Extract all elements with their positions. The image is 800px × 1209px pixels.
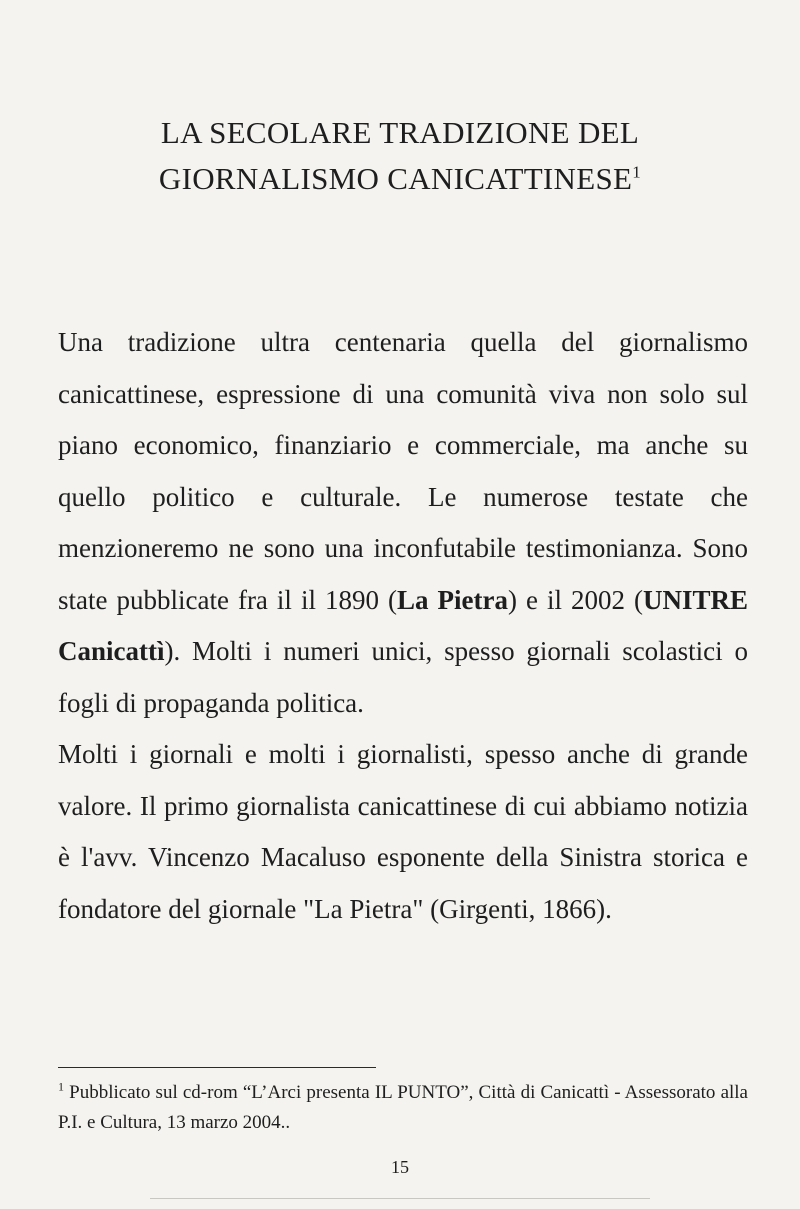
paragraph-1-part-b: ) e il 2002 ( xyxy=(507,584,643,615)
paragraph-1 xyxy=(58,317,748,729)
main-text xyxy=(58,317,748,935)
paragraph-1-part-c: ). Molti i numeri unici, spesso giornali scolastici o fogli di propaganda politica. xyxy=(58,636,748,718)
chapter-title-line-2: GIORNALISMO CANICATTINESE xyxy=(158,161,633,196)
footnote xyxy=(58,1078,748,1138)
footnote-marker: 1 xyxy=(58,1079,64,1094)
page-bottom-edge xyxy=(150,1198,650,1199)
footnote-text: Pubblicato sul cd-rom “L’Arci presenta IL PUNTO”, Città di Canicattì - Assessorato alla P.I. e Cultura, 13 marzo 2004.. xyxy=(58,1082,748,1133)
bold-la-pietra: La Pietra xyxy=(396,584,508,615)
paragraph-1-part-a: Una tradizione ultra centenaria quella del giornalismo canicattinese, espressione di una comunità viva non solo sul piano economico, finanziario e commerciale, ma anche su quello politico e culturale. Le numerose testate che menzioneremo ne sono una inconfutabile testimonianza. Sono state pubblicate fra il il 1890 ( xyxy=(58,327,748,615)
footnote-reference[interactable]: 1 xyxy=(632,162,642,182)
chapter-title-line-1: LA SECOLARE TRADIZIONE DEL xyxy=(160,115,640,150)
page-number: 15 xyxy=(391,1157,409,1177)
footnote-separator xyxy=(58,1067,376,1068)
bold-unitre-canicatti: UNITRE Canicattì xyxy=(58,584,748,666)
chapter-title xyxy=(60,110,740,202)
paragraph-2: Molti i giornali e molti i giornalisti, spesso anche di grande valore. Il primo giornalista canicattinese di cui abbiamo notizia è l'avv. Vincenzo Macaluso esponente della Sinistra storica e fondatore del giornale "La Pietra" (Girgenti, 1866). xyxy=(58,739,748,924)
